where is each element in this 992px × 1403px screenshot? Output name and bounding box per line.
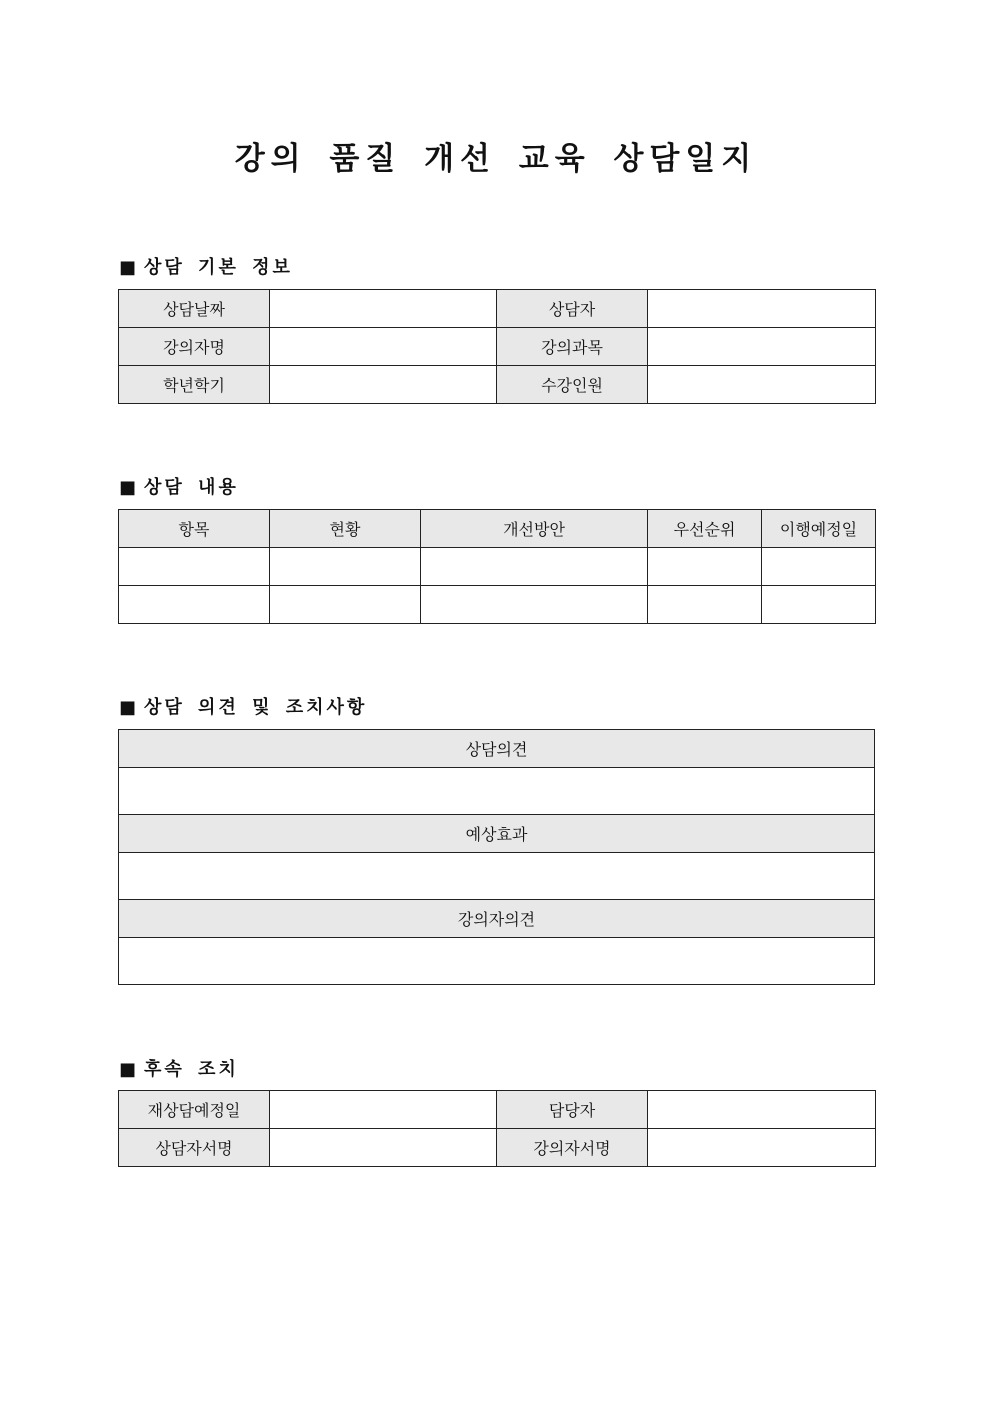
- label-year-semester: 학년학기: [119, 366, 270, 404]
- table-cell[interactable]: [648, 586, 762, 624]
- label-lecturer-opinion: 강의자의견: [119, 900, 875, 938]
- table-cell[interactable]: [119, 548, 270, 586]
- expected-effect-field[interactable]: [119, 853, 875, 900]
- followup-table: [118, 1090, 876, 1167]
- table-row: [119, 290, 876, 328]
- table-cell[interactable]: [119, 586, 270, 624]
- square-bullet-icon: ■: [119, 1059, 137, 1080]
- label-enrollment: 수강인원: [497, 366, 648, 404]
- table-cell[interactable]: [421, 548, 648, 586]
- label-consult-opinion: 상담의견: [119, 730, 875, 768]
- square-bullet-icon: ■: [119, 697, 137, 718]
- reconsult-date-field[interactable]: [270, 1091, 497, 1129]
- consult-opinion-field[interactable]: [119, 768, 875, 815]
- opinion-table: [118, 729, 875, 985]
- table-row: [119, 1091, 876, 1129]
- course-field[interactable]: [648, 328, 876, 366]
- table-row: [119, 900, 875, 938]
- section-heading-text: 상담 기본 정보: [144, 257, 293, 278]
- counselor-signature-field[interactable]: [270, 1129, 497, 1167]
- table-row: [119, 328, 876, 366]
- table-cell[interactable]: [270, 586, 421, 624]
- table-row: [119, 730, 875, 768]
- label-counselor-signature: 상담자서명: [119, 1129, 270, 1167]
- square-bullet-icon: ■: [119, 257, 137, 278]
- content-table: [118, 509, 876, 624]
- column-header-status: 현황: [270, 510, 421, 548]
- table-cell[interactable]: [648, 548, 762, 586]
- section-heading-basic-info: [119, 253, 293, 279]
- column-header-priority: 우선순위: [648, 510, 762, 548]
- basic-info-table: [118, 289, 876, 404]
- lecturer-name-field[interactable]: [270, 328, 497, 366]
- label-reconsult-date: 재상담예정일: [119, 1091, 270, 1129]
- enrollment-field[interactable]: [648, 366, 876, 404]
- table-row: [119, 853, 875, 900]
- lecturer-opinion-field[interactable]: [119, 938, 875, 985]
- section-heading-followup: [119, 1055, 239, 1081]
- label-person-in-charge: 담당자: [497, 1091, 648, 1129]
- square-bullet-icon: ■: [119, 477, 137, 498]
- column-header-due-date: 이행예정일: [762, 510, 876, 548]
- column-header-improvement: 개선방안: [421, 510, 648, 548]
- label-lecturer-signature: 강의자서명: [497, 1129, 648, 1167]
- label-counselor: 상담자: [497, 290, 648, 328]
- section-heading-text: 상담 내용: [144, 477, 239, 498]
- table-row: [119, 1129, 876, 1167]
- table-row: [119, 815, 875, 853]
- table-row: [119, 586, 876, 624]
- page-title: 강의 품질 개선 교육 상담일지: [234, 141, 758, 177]
- table-cell[interactable]: [762, 548, 876, 586]
- counselor-field[interactable]: [648, 290, 876, 328]
- section-heading-text: 후속 조치: [144, 1059, 239, 1080]
- year-semester-field[interactable]: [270, 366, 497, 404]
- column-header-item: 항목: [119, 510, 270, 548]
- table-row: [119, 548, 876, 586]
- section-heading-content: [119, 473, 239, 499]
- table-row: [119, 938, 875, 985]
- table-row: [119, 366, 876, 404]
- lecturer-signature-field[interactable]: [648, 1129, 876, 1167]
- table-cell[interactable]: [270, 548, 421, 586]
- consult-date-field[interactable]: [270, 290, 497, 328]
- table-cell[interactable]: [421, 586, 648, 624]
- table-row: [119, 768, 875, 815]
- label-lecturer-name: 강의자명: [119, 328, 270, 366]
- table-header-row: [119, 510, 876, 548]
- label-consult-date: 상담날짜: [119, 290, 270, 328]
- section-heading-text: 상담 의견 및 조치사항: [144, 697, 368, 718]
- section-heading-opinion: [119, 693, 367, 719]
- table-cell[interactable]: [762, 586, 876, 624]
- label-course: 강의과목: [497, 328, 648, 366]
- label-expected-effect: 예상효과: [119, 815, 875, 853]
- person-in-charge-field[interactable]: [648, 1091, 876, 1129]
